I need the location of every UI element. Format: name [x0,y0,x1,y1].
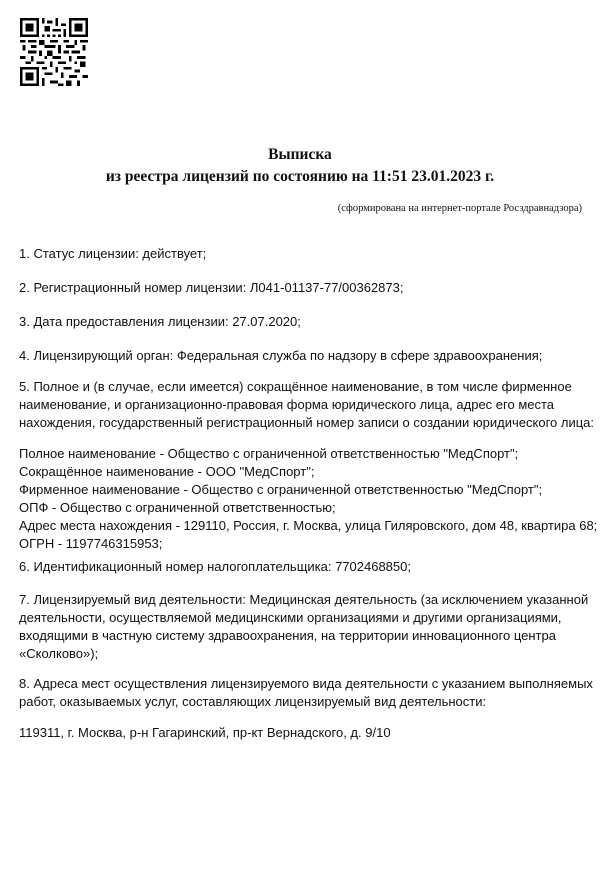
item-activity-addresses [19,675,593,711]
qr-code [20,18,88,86]
ogrn-line: ОГРН - 1197746315953; [19,536,163,551]
text-line: работ, оказываемых услуг, составляющих лицензируемый вид деятельности: [19,694,487,709]
item-issue-date: 3. Дата предоставления лицензии: 27.07.2020; [19,314,301,329]
legal-form-line: ОПФ - Общество с ограниченной ответственностью; [19,500,336,515]
text-line: наименование, и организационно-правовая форма юридического лица, адрес его места [19,397,555,412]
full-name-line: Полное наименование - Общество с ограниченной ответственностью "МедСпорт"; [19,446,519,461]
document-subtitle: из реестра лицензий по состоянию на 11:51 23.01.2023 г. [105,168,495,185]
item-license-status: 1. Статус лицензии: действует; [19,246,207,261]
activity-address: 119311, г. Москва, р-н Гагаринский, пр-кт Вернадского, д. 9/10 [19,725,391,740]
text-line: деятельности, осуществляемой медицинскими организациями и другими организациями, [19,610,562,625]
source-note: (сформирована на интернет-портале Росздравнадзора) [337,203,582,214]
text-line: 7. Лицензируемый вид деятельности: Медицинская деятельность (за исключением указанной [19,592,589,607]
brand-name-line: Фирменное наименование - Общество с ограниченной ответственностью "МедСпорт"; [19,482,543,497]
address-line: Адрес места нахождения - 129110, Россия, г. Москва, улица Гиляровского, дом 48, квартира 68; [19,518,598,533]
text-line: нахождения, государственный регистрационный номер записи о создании юридического лица: [19,415,595,430]
item-registration-number: 2. Регистрационный номер лицензии: Л041-01137-77/00362873; [19,280,404,295]
document-title: Выписка [268,146,332,163]
item-inn: 6. Идентификационный номер налогоплательщика: 7702468850; [19,559,411,574]
text-line: 5. Полное и (в случае, если имеется) сокращённое наименование, в том числе фирменное [19,379,572,394]
item-legal-entity [19,378,595,432]
item-licensing-authority: 4. Лицензирующий орган: Федеральная служба по надзору в сфере здравоохранения; [19,348,543,363]
text-line: «Сколково»); [19,646,99,661]
text-line: входящими в частную систему здравоохранения, на территории инновационного центра [19,628,556,643]
item-activity-type [19,591,589,663]
text-line: 8. Адреса мест осуществления лицензируемого вида деятельности с указанием выполняемых [19,676,593,691]
short-name-line: Сокращённое наименование - ООО "МедСпорт"; [19,464,315,479]
organization-details [19,445,598,553]
